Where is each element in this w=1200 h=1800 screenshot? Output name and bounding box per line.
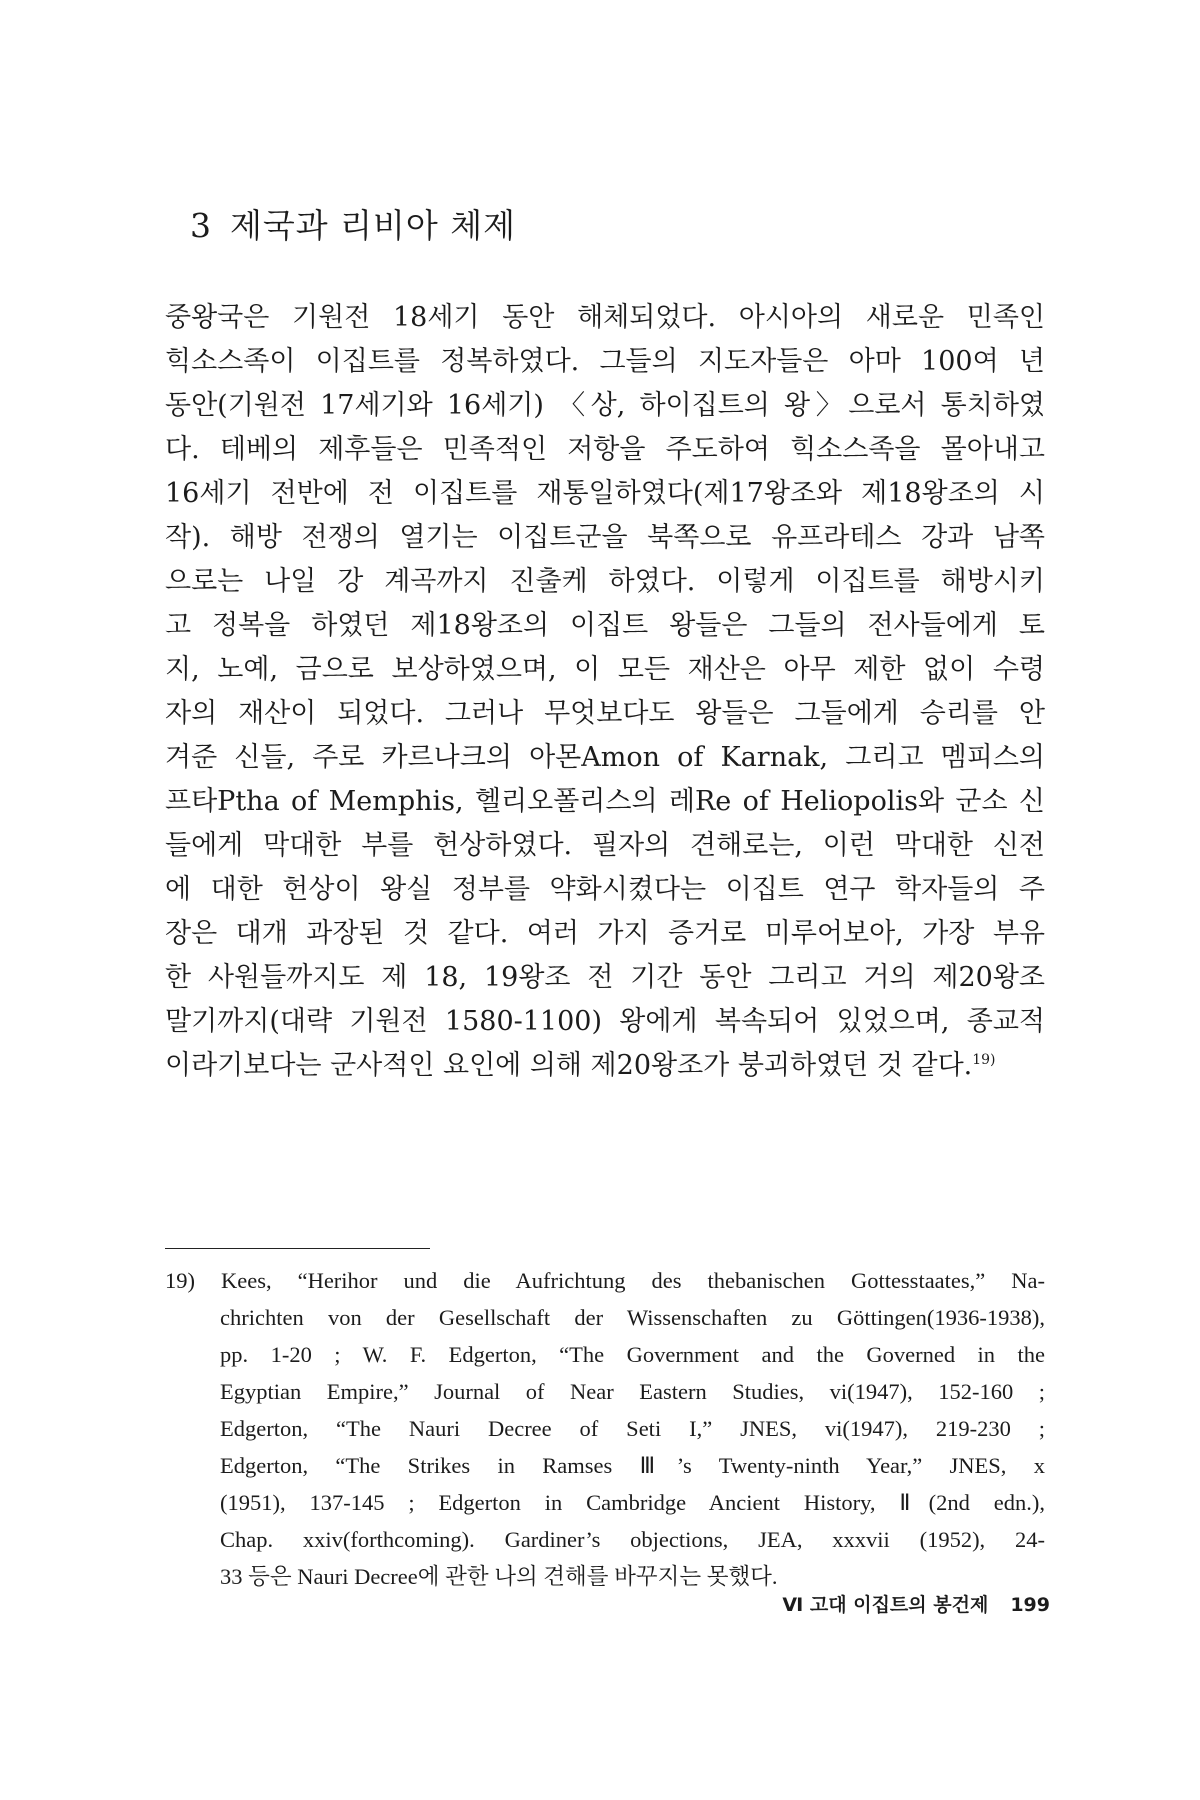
body-line: 16세기 전반에 전 이집트를 재통일하였다(제17왕조와 제18왕조의 시 — [165, 478, 1045, 509]
footnote-line: 33 등은 Nauri Decree에 관한 나의 견해를 바꾸지는 못했다. — [220, 1564, 778, 1589]
body-line: 한 사원들까지도 제 18, 19왕조 전 기간 동안 그리고 거의 제20왕조 — [165, 962, 1045, 993]
body-line: 지, 노예, 금으로 보상하였으며, 이 모든 재산은 아무 제한 없이 수령 — [165, 654, 1045, 685]
body-line: 으로는 나일 강 계곡까지 진출케 하였다. 이렇게 이집트를 해방시키 — [165, 566, 1045, 597]
body-line: 자의 재산이 되었다. 그러나 무엇보다도 왕들은 그들에게 승리를 안 — [165, 698, 1045, 729]
body-line: 중왕국은 기원전 18세기 동안 해체되었다. 아시아의 새로운 민족인 — [165, 302, 1045, 333]
body-line: 고 정복을 하였던 제18왕조의 이집트 왕들은 그들의 전사들에게 토 — [165, 610, 1045, 641]
page-footer — [782, 1590, 1050, 1617]
body-line: 다. 테베의 제후들은 민족적인 저항을 주도하여 힉소스족을 몰아내고 — [165, 434, 1045, 465]
body-line: 겨준 신들, 주로 카르나크의 아몬Amon of Karnak, 그리고 멤피스의 — [165, 742, 1045, 773]
page-number: 199 — [1010, 1594, 1050, 1616]
section-title: 제국과 리비아 체제 — [230, 206, 517, 245]
footnote-line: (1951), 137-145 ; Edgerton in Cambridge Ancient History, Ⅱ(2nd edn.), — [220, 1490, 1045, 1515]
footnote-divider — [165, 1248, 430, 1249]
body-line: 들에게 막대한 부를 헌상하였다. 필자의 견해로는, 이런 막대한 신전 — [165, 830, 1045, 861]
footnote-line: 19) Kees, “Herihor und die Aufrichtung des thebanischen Gottesstaates,” Na- — [165, 1268, 1045, 1293]
footnote-line: Edgerton, “The Nauri Decree of Seti I,” JNES, vi(1947), 219-230 ; — [220, 1416, 1045, 1441]
section-number: 3 — [190, 206, 212, 245]
body-line-text: 이라기보다는 군사적인 요인에 의해 제20왕조가 붕괴하였던 것 같다. — [165, 1050, 973, 1081]
body-line — [165, 1044, 1045, 1088]
footnote-line: pp. 1-20 ; W. F. Edgerton, “The Government and the Governed in the — [220, 1342, 1045, 1367]
footnote-line: Chap. xxiv(forthcoming). Gardiner’s objections, JEA, xxxvii (1952), 24- — [220, 1527, 1045, 1552]
running-head: Ⅵ 고대 이집트의 봉건제 — [782, 1594, 989, 1616]
body-line: 에 대한 헌상이 왕실 정부를 약화시켰다는 이집트 연구 학자들의 주 — [165, 874, 1045, 905]
body-line: 프타Ptha of Memphis, 헬리오폴리스의 레Re of Heliopolis와 군소 신 — [165, 786, 1045, 817]
footnote — [165, 1262, 1045, 1595]
body-line: 장은 대개 과장된 것 같다. 여러 가지 증거로 미루어보아, 가장 부유 — [165, 918, 1045, 949]
footnote-line: Edgerton, “The Strikes in Ramses Ⅲ’s Twenty-ninth Year,” JNES, x — [220, 1453, 1045, 1478]
body-text — [165, 296, 1045, 1088]
body-line: 동안(기원전 17세기와 16세기) 〈상, 하이집트의 왕〉으로서 통치하였 — [165, 390, 1045, 421]
footnote-line: chrichten von der Gesellschaft der Wissenschaften zu Göttingen(1936-1938), — [220, 1305, 1045, 1330]
section-heading — [190, 200, 516, 247]
footnote-line: Egyptian Empire,” Journal of Near Eastern Studies, vi(1947), 152-160 ; — [220, 1379, 1045, 1404]
body-line: 힉소스족이 이집트를 정복하였다. 그들의 지도자들은 아마 100여 년 — [165, 346, 1045, 377]
body-line: 말기까지(대략 기원전 1580-1100) 왕에게 복속되어 있었으며, 종교적 — [165, 1006, 1045, 1037]
footnote-reference[interactable]: 19) — [972, 1052, 996, 1068]
body-line: 작). 해방 전쟁의 열기는 이집트군을 북쪽으로 유프라테스 강과 남쪽 — [165, 522, 1045, 553]
